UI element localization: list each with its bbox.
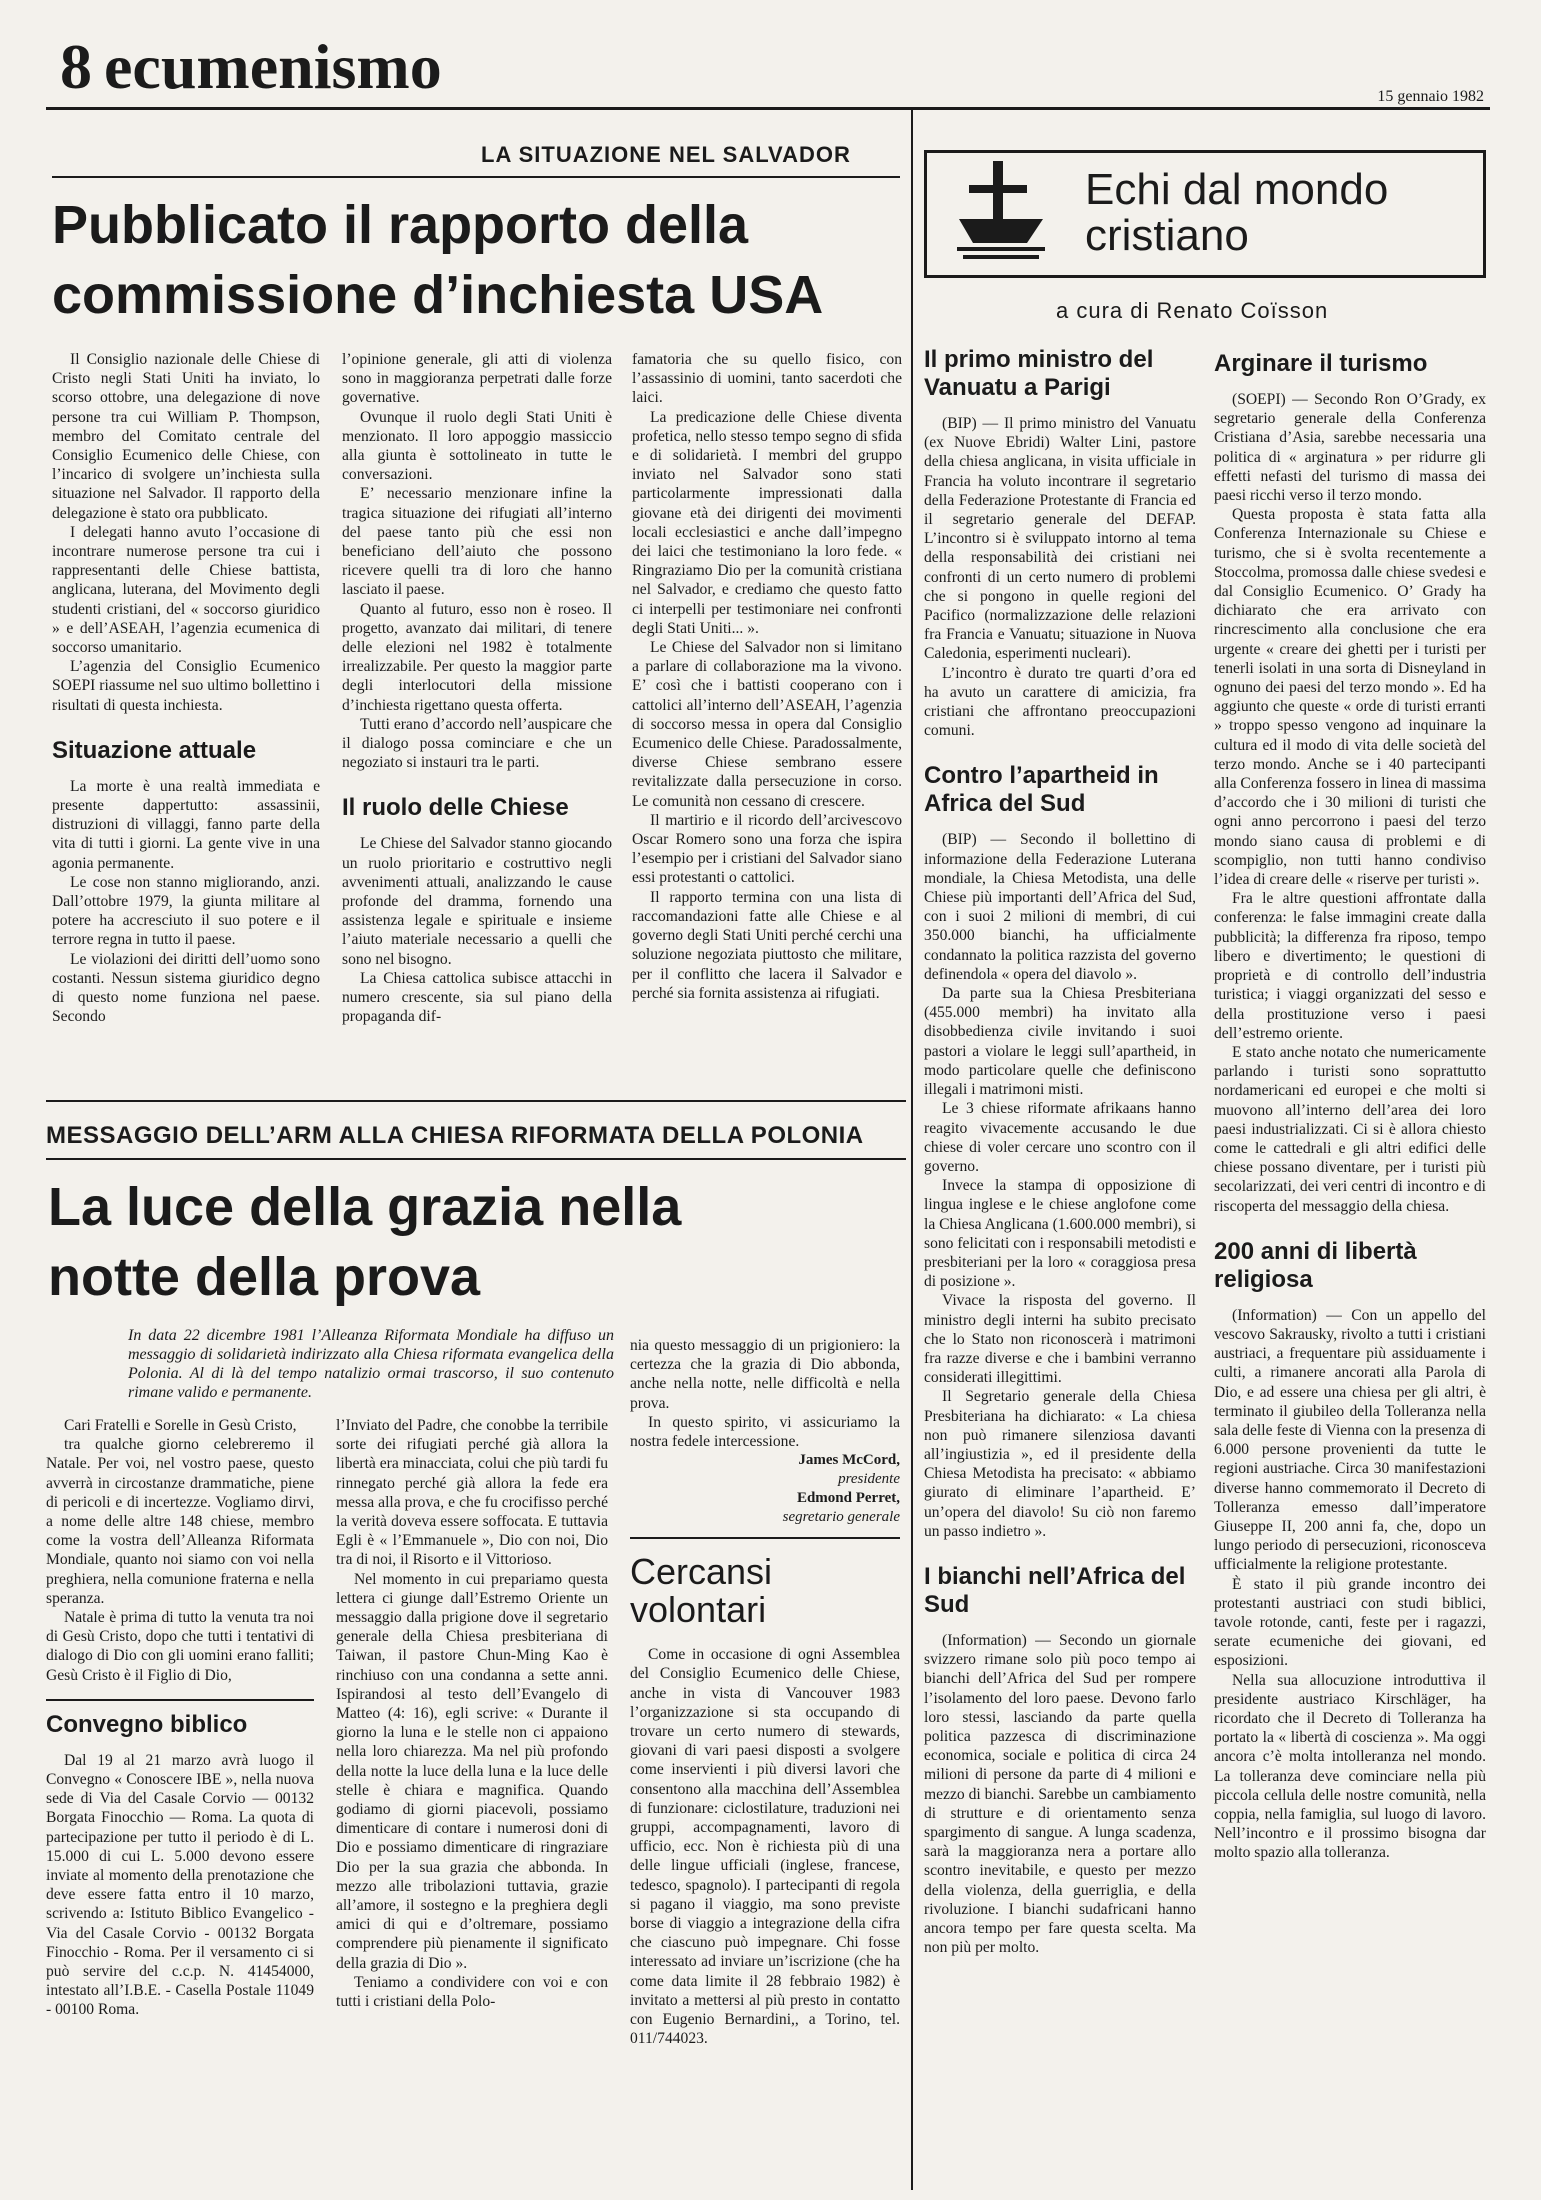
article1-headline: Pubblicato il rapporto della commissione d’inchiesta USA <box>52 195 824 325</box>
column-divider <box>911 110 913 2190</box>
paragraph: Invece la stampa di opposizione di lingua inglese e le chiese anglofone come la Chiesa Anglicana (1.600.000 membri), si sono felicitati con i responsabili metodisti e presbiteriani per la loro « coraggiosa presa di posizione ». <box>924 1177 1196 1291</box>
paragraph: nia questo messaggio di un prigioniero: la certezza che la grazia di Dio abbonda, anche nella notte, nelle difficoltà e nella prova. <box>630 1337 900 1412</box>
paragraph: E stato anche notato che numericamente parlando i turisti sono soprattutto nordamericani ed europei e che molti si muovono all’interno dell’area dei loro paesi industrializzati. Ci si è allora chiesto come le cattedrali e gli altri edifici delle chiese possano diventare, per i turisti più secolarizzati, dei veri centri di incontro e di riscoperta del messaggio della chiesa. <box>1214 1043 1486 1215</box>
article2-headline: La luce della grazia nella notte della prova <box>48 1177 682 1307</box>
cercansi-text: Come in occasione di ogni Assemblea del Consiglio Ecumenico delle Chiese, anche in vista di Vancouver 1983 l’organizzazione si sta occupando di trovare un certo numero di stewards, giovani di vari paesi disposti a svolgere come inservienti i più diversi lavori che consentono alla macchina dell’Assemblea di funzionare: ciclostilature, traduzioni nei gruppi, accompagnamenti, lavoro di ufficio, ecc. Non è richiesta più di una delle lingue ufficiali (inglese, francese, tedesco, spagnolo). I partecipanti di regola si pagano il viaggio, ma sono previste borse di viaggio a integrazione della cifra che ciascuno può impegnare. Chi fosse interessato ad inviare un’iscrizione (che ha come data limite il 28 febbraio 1982) è invitato a mettersi al più presto in contatto con Eugenio Bernardini,, a Torino, tel. 011/744023. <box>630 1646 900 2048</box>
paragraph: Vivace la risposta del governo. Il ministro degli interni ha subito precisato che lo Stato non riconoscerà i matrimoni fra razze diverse e che i bambini verranno considerati illegittimi. <box>924 1292 1196 1387</box>
article2-column-3 <box>630 1336 900 2048</box>
paragraph: Le Chiese del Salvador non si limitano a parlare di collaborazione ma la vivono. E’ così che i battisti cooperano con i cattolici all’interno dell’ASEAH, l’agenzia di soccorso messa in opera dal Consiglio Ecumenico delle Chiese. Paradossalmente, diverse Chiese sembrano essere revitalizzate dalla persecuzione in corso. Le comunità non cessano di crescere. <box>632 639 902 810</box>
paragraph: Natale è prima di tutto la venuta tra noi di Gesù Cristo, dopo che tutti i tentativi di dialogo di Dio con gli uomini erano falliti; Gesù Cristo è il Figlio di Dio, <box>46 1609 314 1684</box>
paragraph: Le violazioni dei diritti dell’uomo sono costanti. Nessun sistema giuridico degno di questo nome funziona nel paese. Secondo <box>52 950 320 1026</box>
paragraph: (BIP) — Secondo il bollettino di informazione della Federazione Luterana mondiale, la Chiesa Metodista, una delle Chiese più importanti dell’Africa del Sud, con i suoi 2 milioni di membri, di cui 350.000 bianchi, ha ufficialmente condannato la politica razzista del governo definendola « opera del diavolo ». <box>924 831 1196 983</box>
issue-date: 15 gennaio 1982 <box>1377 88 1484 105</box>
article1-kicker: LA SITUAZIONE NEL SALVADOR <box>481 142 851 167</box>
paragraph: l’opinione generale, gli atti di violenza sono in maggioranza perpetrati dalle forze governative. <box>342 351 612 407</box>
subheading: Situazione attuale <box>52 736 257 764</box>
paragraph: E’ necessario menzionare infine la tragica situazione dei rifugiati all’interno del paese tanto più che essi non beneficiano dell’aiuto che possono ricevere quelli tra di loro che hanno lasciato il paese. <box>342 485 612 599</box>
article2-kicker-rule <box>46 1158 906 1160</box>
article2-top-rule <box>46 1100 906 1102</box>
apartheid-title: Contro l’apartheid in Africa del Sud <box>924 762 1159 818</box>
signature-name: James McCord, <box>798 1452 900 1469</box>
echi-box <box>924 150 1486 278</box>
article2-intro: In data 22 dicembre 1981 l’Alleanza Riformata Mondiale ha diffuso un messaggio di solidarietà indirizzato alla Chiesa riformata evangelica della Polonia. Al di là del tempo natalizio ormai trascorso, il suo contenuto rimane valido e permanente. <box>128 1327 614 1401</box>
echi-column-b <box>1214 350 1486 1863</box>
article1-column-3 <box>632 350 902 1003</box>
paragraph: Da parte sua la Chiesa Presbiteriana (455.000 membri) ha invitato alla disobbedienza civile invitando i suoi pastori a violare le leggi sull’apartheid, in modo particolare quelle che definiscono illegali i matrimoni misti. <box>924 985 1196 1099</box>
subheading: Il ruolo delle Chiese <box>342 794 569 822</box>
box-rule <box>630 1537 900 1539</box>
paragraph: l’Inviato del Padre, che conobbe la terribile sorte dei rifugiati perché già allora la libertà era minacciata, colui che più tardi fu rinnegato perché già allora la fede era messa alla prova, e che fu crocifisso perché la verità doveva essere soffocata. E tuttavia Egli è « l’Emmanuele », Dio con noi, Dio tra di noi, il Risorto e il Vittorioso. <box>336 1417 608 1569</box>
turismo-title: Arginare il turismo <box>1214 350 1428 377</box>
signature <box>630 1451 900 1527</box>
paragraph: L’agenzia del Consiglio Ecumenico SOEPI riassume nel suo ultimo bollettino i risultati di questa inchiesta. <box>52 658 320 714</box>
article2-column-1 <box>46 1416 314 2020</box>
paragraph: Nel momento in cui prepariamo questa lettera ci giunge dall’Estremo Oriente un messaggio dalla prigione dove il segretario generale della Chiesa presbiteriana di Taiwan, il pastore Chun-Ming Kao è rinchiuso con una condanna a sette anni. Ispirandosi al testo dell’Evangelo di Matteo (4: 16), egli scrive: « Durante il giorno la luna e le stelle non ci appaiono nella loro chiarezza. Ma nel più profondo della notte la luce della luna e la luce delle stelle è chiara e magnifica. Quando godiamo di giorni piacevoli, possiamo dimenticare di contare i numerosi doni di Dio e possiamo dimenticare di ringraziare Dio per la sua grazia che abbonda. In mezzo alle tribolazioni tuttavia, grazie all’amore, il sostegno e la preghiera degli amici di qui e d’oltremare, possiamo comprendere più pienamente il significato della grazia di Dio ». <box>336 1570 608 1972</box>
paragraph: Il martirio e il ricordo dell’arcivescovo Oscar Romero sono una forza che ispira l’esempio per i cristiani del Salvador siano essi protestanti o cattolici. <box>632 811 902 887</box>
paragraph: In questo spirito, vi assicuriamo la nostra fedele intercessione. <box>630 1413 900 1451</box>
paragraph: Il Segretario generale della Chiesa Presbiteriana ha dichiarato: « La chiesa non può rimanere silenziosa davanti all’ingiustizia », ed il presidente della Chiesa Metodista ha precisato: « abbiamo giurato di eliminare l’apartheid. E’ un’opera del diavolo! Su ciò non faremo un passo indietro ». <box>924 1388 1196 1540</box>
section-title: ecumenismo <box>104 31 442 102</box>
cercansi-title: Cercansi volontari <box>630 1551 773 1631</box>
article1-column-2 <box>342 350 612 1027</box>
paragraph: Il rapporto termina con una lista di raccomandazioni fatte alle Chiese e al governo degli Stati Uniti perché cerchi una soluzione negoziata piuttosto che militare, per il conflitto che lacera il Salvador e perché sia fornita assistenza ai rifugiati. <box>632 888 902 1002</box>
paragraph: I delegati hanno avuto l’occasione di incontrare numerose persone tra cui i rappresentanti delle Chiese battista, anglicana, luterana, del Movimento degli studenti cristiani, del « soccorso giuridico » e dell’ASEAH, l’agenzia ecumenica di soccorso umanitario. <box>52 523 320 657</box>
paragraph: Fra le altre questioni affrontate dalla conferenza: le false immagini create dalla pubblicità; la differenza fra riposo, tempo libero e divertimento; le questioni di proprietà e di controllo dell’industria turistica; i viaggi organizzati del sesso e della prostituzione verso i paesi dell’estremo oriente. <box>1214 890 1486 1042</box>
echi-curator: a cura di Renato Coïsson <box>1056 298 1329 323</box>
paragraph: (SOEPI) — Secondo Ron O’Grady, ex segretario generale della Conferenza Cristiana d’Asia, sarebbe necessaria una politica di « arginatura » per ridurre gli effetti nefasti del turismo di massa dei paesi ricchi verso il terzo mondo. <box>1214 391 1486 505</box>
box-rule <box>46 1699 314 1701</box>
paragraph: La predicazione delle Chiese diventa profetica, nello stesso tempo segno di sfida e di solidarietà. I membri del gruppo inviato nel Salvador sono stati particolarmente impressionati dalla giovane età dei dirigenti dei movimenti locali ecclesiastici e anche dall’impegno dei laici che testimoniano la loro fede. « Ringraziamo Dio per la comunità cristiana nel Salvador, e crediamo che questo fatto ci interpelli per testimoniare nei confronti degli Stati Uniti... ». <box>632 408 902 637</box>
paragraph: È stato il più grande incontro dei protestanti austriaci con studi biblici, tavole rotonde, canti, feste per i ragazzi, serate ecumeniche dei giovani, ed esposizioni. <box>1214 1575 1486 1670</box>
echi-title-line1: Echi dal mondo <box>1085 165 1389 214</box>
paragraph: Tutti erano d’accordo nell’auspicare che il dialogo possa cominciare e che un negoziato si instauri tra le parti. <box>342 715 612 772</box>
paragraph: tra qualche giorno celebreremo il Natale. Per voi, nel vostro paese, questo avverrà in circostanze drammatiche, piene di pericoli e di incertezze. Vogliamo dirvi, a nome delle altre 148 chiese, membro come la vostra dell’Alleanza Riformata Mondiale, quanto noi siamo con voi nella preghiera, nella comunione fraterna e nella speranza. <box>46 1436 314 1607</box>
article1-column-1 <box>52 350 320 1027</box>
paragraph: Questa proposta è stata fatta alla Conferenza Internazionale su Chiese e turismo, che si è svolta recentemente a Stoccolma, promossa dalle chiese svedesi e dal Consiglio Ecumenico. O’ Grady ha dichiarato che era arrivato con rincrescimento alla conclusione che era urgente « creare dei ghetti per i turisti per tenerli isolati in una sorta di Disneyland in ognuno dei paesi del terzo mondo ». Ed ha aggiunto che queste « orde di turisti erranti » troppo spesso vengono ad inquinare la cultura ed il modo di vita delle società del terzo mondo. Anche se i 40 partecipanti alla Conferenza fossero in linea di massima d’accordo che i 30 milioni di turisti che ogni anno percorrono i paesi del terzo mondo siano causa di problemi e di scompiglio, non tutti hanno condiviso l’idea di creare delle « riserve per turisti ». <box>1214 506 1486 889</box>
paragraph: L’incontro è durato tre quarti d’ora ed ha avuto un carattere di amicizia, fra cristiani che affrontano preoccupazioni comuni. <box>924 664 1196 740</box>
paragraph: Cari Fratelli e Sorelle in Gesù Cristo, <box>64 1417 297 1434</box>
signature-role: presidente <box>838 1471 900 1488</box>
paragraph: Ovunque il ruolo degli Stati Uniti è menzionato. Il loro appoggio massiccio alla giunta è sottolineato in tutte le conversazioni. <box>342 408 612 484</box>
paragraph: Le Chiese del Salvador stanno giocando un ruolo prioritario e costruttivo negli avvenimenti attuali, analizzando le cause profonde del dramma, fornendo una assistenza legale e spirituale e insieme l’aiuto materiale necessario a quelli che sono nel bisogno. <box>342 835 612 968</box>
signature-role: segretario generale <box>782 1509 900 1526</box>
masthead-rule <box>46 107 1490 110</box>
article2-kicker: MESSAGGIO DELL’ARM ALLA CHIESA RIFORMATA DELLA POLONIA <box>46 1122 864 1149</box>
vanuatu-title: Il primo ministro del Vanuatu a Parigi <box>924 346 1154 401</box>
bianchi-title: I bianchi nell’Africa del Sud <box>924 1562 1186 1618</box>
paragraph: Il Consiglio nazionale delle Chiese di Cristo negli Stati Uniti ha inviato, lo scorso ottobre, una delegazione di nove persone tra cui William P. Thompson, membro del Comitato centrale del Consiglio Ecumenico delle Chiese, con l’incarico di svolgere un’inchiesta sulla situazione nel Salvador. Il rapporto della delegazione è stato ora pubblicato. <box>52 351 320 522</box>
article1-kicker-rule <box>52 176 900 178</box>
paragraph: Teniamo a condividere con voi e con tutti i cristiani della Polo- <box>336 1973 608 2011</box>
echi-title-line2: cristiano <box>1085 211 1249 260</box>
paragraph: (Information) — Con un appello del vescovo Sakrausky, rivolto a tutti i cristiani austriaci, a frequentare più assiduamente i culti, a rimanere ancorati alla Parola di Dio, e ad essere una chiesa per gli altri, è terminato il giubileo della Tolleranza nella sala delle feste di Vienna con la presenza di 6.000 persone provenienti da tutte le regioni austriache. Circa 30 manifestazioni diverse hanno commemorato il Decreto di Tolleranza emesso dall’imperatore Giuseppe II, 200 anni fa, che, dopo un lungo periodo di persecuzioni, riconosceva ufficialmente la religione protestante. <box>1214 1306 1486 1574</box>
paragraph: Nella sua allocuzione introduttiva il presidente austriaco Kirschläger, ha ricordato che il Decreto di Tolleranza ha portato la « libertà di coscienza ». Ma oggi ancora c’è molta intolleranza nel mondo. La tolleranza deve cominciare nella più piccola cellula delle nostre comunità, nella coppia, nella famiglia, sul luogo di lavoro. Nell’incontro e il prossimo bisogna dar molto spazio alla tolleranza. <box>1214 1671 1486 1862</box>
paragraph: La morte è una realtà immediata e presente dappertutto: assassinii, distruzioni di villaggi, fanno parte della vita di tutti i giorni. La gente vive in una agonia permanente. <box>52 777 320 872</box>
convegno-title: Convegno biblico <box>46 1710 248 1738</box>
article2-column-2 <box>336 1416 608 2011</box>
paragraph: Le cose non stanno migliorando, anzi. Dall’ottobre 1979, la giunta militare al potere ha accresciuto il suo potere e il terrore regna in tutto il paese. <box>52 873 320 949</box>
page-number: 8 <box>60 31 92 102</box>
paragraph: (BIP) — Il primo ministro del Vanuatu (ex Nuove Ebridi) Walter Lini, pastore della chiesa anglicana, in visita ufficiale in Francia ha voluto incontrare il segretario della Federazione Protestante di Francia ed il segretario generale del DEFAP. L’incontro si è sviluppato intorno al tema della responsabilità dei cristiani nei confronti di un certo numero di problemi che si pongono in quelle regioni del Pacifico (normalizzazione delle relazioni fra Francia e Vanuatu; situazione in Nuova Caledonia, esperimenti nucleari). <box>924 415 1196 663</box>
cross-boat-icon <box>953 159 1049 267</box>
anni200-title: 200 anni di libertà religiosa <box>1214 1237 1417 1293</box>
convegno-text: Dal 19 al 21 marzo avrà luogo il Convegno « Conoscere IBE », nella nuova sede di Via del Casale Corvio — 00132 Borgata Finocchio — Roma. La quota di partecipazione per tutto il periodo è di L. 15.000 di cui L. 5.000 devono essere inviate al momento della prenotazione che deve essere fatta entro il 10 marzo, scrivendo a: Istituto Biblico Evangelico - Via del Casale Corvio - 00132 Borgata Finocchio - Roma. Per il versamento ci si può servire del c.c.p. N. 41454000, intestato all’I.B.E. - Casella Postale 11049 - 00100 Roma. <box>46 1751 314 2019</box>
paragraph: Quanto al futuro, esso non è roseo. Il progetto, avanzato dai militari, di tenere delle elezioni nel 1982 è totalmente irrealizzabile. Per questo la maggior parte degli interlocutori della missione d’inchiesta rigettano questa offerta. <box>342 600 612 714</box>
echi-column-a <box>924 346 1196 1957</box>
paragraph: (Information) — Secondo un giornale svizzero rimane solo più poco tempo ai bianchi dell’Africa del Sud per rompere l’isolamento del loro paese. Devono farlo loro stessi, lasciando da parte quella politica pazzesca di discriminazione economica, sociale e politica di circa 24 milioni di persone da parte di 4 milioni e mezzo di bianchi. Sarebbe un cambiamento di strutture e di orientamento senza spargimento di sangue. A lunga scadenza, sarà la maggioranza nera a portare allo scontro inevitabile, e questo per mezzo della violenza, della guerriglia, e della rivoluzione. I bianchi sudafricani hanno ancora tempo per fare questa scelta. Ma non più per molto. <box>924 1631 1196 1957</box>
paragraph: Le 3 chiese riformate afrikaans hanno reagito vivacemente accusando le due chiese di voler cercare uno scontro con il governo. <box>924 1100 1196 1175</box>
paragraph: La Chiesa cattolica subisce attacchi in numero crescente, sia sul piano della propaganda dif- <box>342 969 612 1026</box>
paragraph: famatoria che su quello fisico, con l’assassinio di uomini, tanto sacerdoti che laici. <box>632 351 902 407</box>
signature-name: Edmond Perret, <box>796 1490 900 1507</box>
